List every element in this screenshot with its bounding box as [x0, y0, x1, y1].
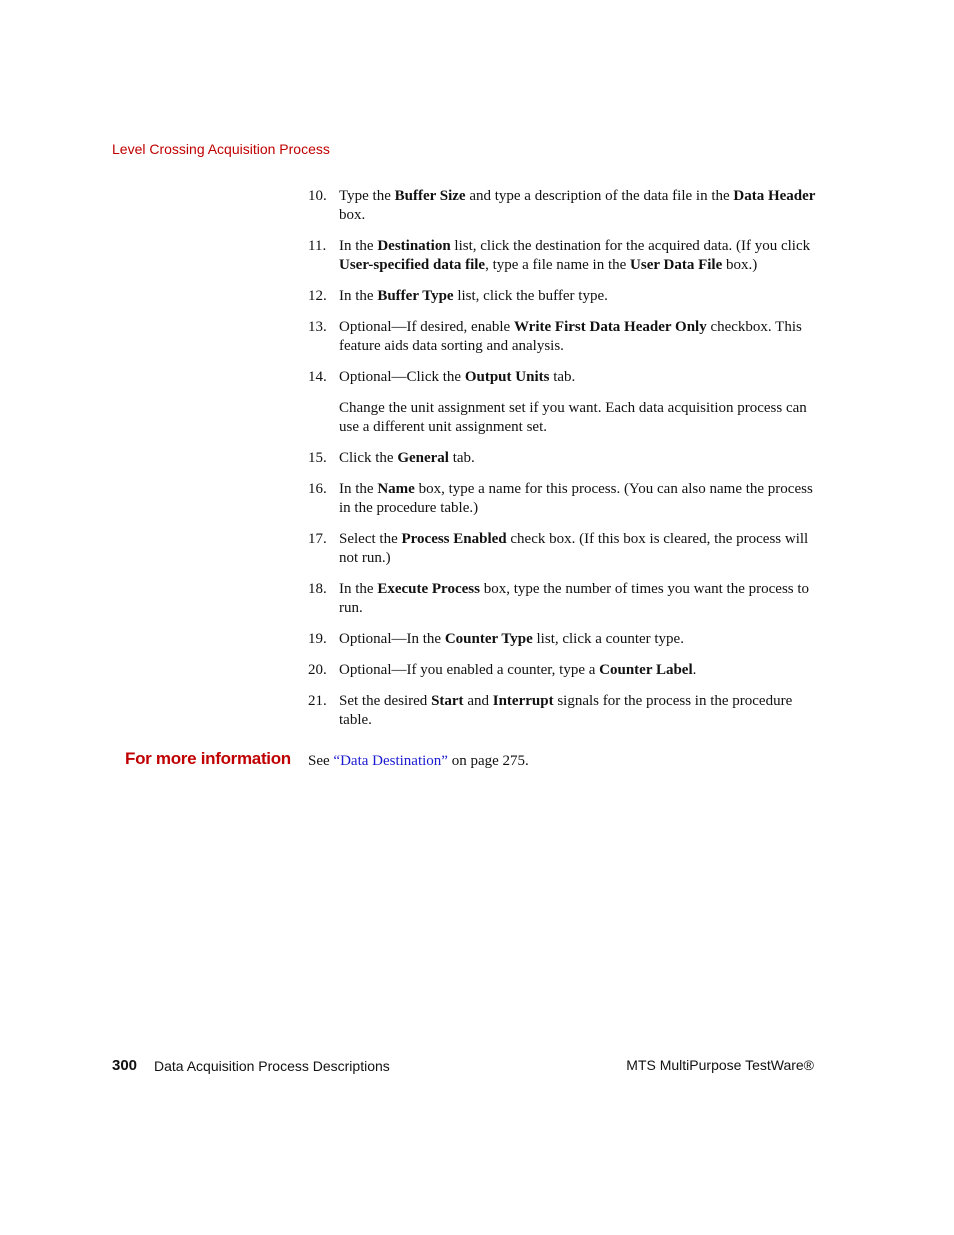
step-text-run: and type a description of the data file in the [465, 188, 734, 204]
step-text [339, 580, 818, 618]
ui-term: Name [377, 481, 415, 497]
more-info-prefix: See [308, 753, 334, 769]
step-15 [308, 449, 818, 468]
step-text-run: checkbox. This feature aids data sorting and analysis. [339, 319, 802, 354]
step-12 [308, 287, 818, 306]
ui-term: General [397, 450, 449, 466]
step-number: 10. [308, 188, 327, 204]
step-text [339, 318, 818, 356]
more-info-heading: For more information [125, 749, 291, 768]
step-10 [308, 187, 818, 225]
footer-chapter-title: Data Acquisition Process Descriptions [154, 1058, 390, 1074]
step-text-run: Optional—Click the [339, 369, 465, 385]
ui-term: Interrupt [492, 693, 554, 709]
procedure-steps [308, 187, 818, 742]
step-text-run: Optional—If you enabled a counter, type a [339, 662, 600, 678]
step-text [339, 480, 818, 518]
step-text-run: In the [339, 581, 378, 597]
step-number: 21. [308, 693, 327, 709]
step-text-run: Type the [339, 188, 395, 204]
step-20 [308, 661, 818, 680]
ui-term: Process Enabled [401, 531, 507, 547]
step-text [339, 368, 818, 387]
step-text-run: box. [339, 207, 366, 223]
step-text [339, 449, 818, 468]
step-text [339, 187, 818, 225]
ui-term: Destination [377, 238, 451, 254]
step-number: 13. [308, 319, 327, 335]
ui-term: Start [431, 693, 464, 709]
step-number: 19. [308, 631, 327, 647]
step-text-run: tab. [448, 450, 475, 466]
step-text-run: Select the [339, 531, 402, 547]
step-13 [308, 318, 818, 356]
step-text-run: box, type the number of times you want the process to run. [339, 581, 810, 616]
step-text-run: box, type a name for this process. (You can also name the process in the procedure table.) [339, 481, 813, 516]
page-number: 300 [112, 1057, 138, 1074]
step-number: 20. [308, 662, 327, 678]
step-text-run: Optional—If desired, enable [339, 319, 514, 335]
ui-term: Buffer Type [377, 288, 454, 304]
ui-term: User-specified data file [339, 257, 486, 273]
step-number: 14. [308, 369, 327, 385]
step-text-run: and [463, 693, 493, 709]
step-text-run: In the [339, 481, 378, 497]
step-11 [308, 237, 818, 275]
step-text [339, 530, 818, 568]
ui-term: Counter Type [444, 631, 533, 647]
running-head: Level Crossing Acquisition Process [112, 141, 330, 157]
step-19 [308, 630, 818, 649]
step-14 [308, 368, 818, 437]
step-text-run: Optional—In the [339, 631, 445, 647]
step-text-run: list, click the buffer type. [453, 288, 608, 304]
step-text-run: Set the desired [339, 693, 432, 709]
data-destination-link[interactable]: “Data Destination” [333, 753, 448, 769]
step-text-run: In the [339, 238, 378, 254]
ui-term: Buffer Size [394, 188, 466, 204]
step-number: 12. [308, 288, 327, 304]
step-text-run: In the [339, 288, 378, 304]
step-16 [308, 480, 818, 518]
step-note: Change the unit assignment set if you want. Each data acquisition process can use a different unit assignment set. [339, 400, 807, 435]
step-text-run: list, click a counter type. [532, 631, 684, 647]
more-info-suffix: on page 275. [447, 753, 529, 769]
step-number: 11. [308, 238, 327, 254]
step-text-run: tab. [549, 369, 576, 385]
step-17 [308, 530, 818, 568]
step-number: 18. [308, 581, 327, 597]
step-18 [308, 580, 818, 618]
step-number: 17. [308, 531, 327, 547]
step-text-run: Click the [339, 450, 398, 466]
ui-term: Data Header [733, 188, 816, 204]
step-text [339, 692, 818, 730]
step-text-run: , type a file name in the [485, 257, 631, 273]
step-text [339, 287, 818, 306]
step-number: 16. [308, 481, 327, 497]
step-21 [308, 692, 818, 730]
ui-term: Execute Process [377, 581, 480, 597]
ui-term: Write First Data Header Only [513, 319, 707, 335]
step-number: 15. [308, 450, 327, 466]
step-text-run: signals for the process in the procedure table. [339, 693, 793, 728]
step-text [339, 630, 818, 649]
footer-product-name: MTS MultiPurpose TestWare® [626, 1057, 814, 1073]
step-text [339, 661, 818, 680]
step-text-run: box.) [722, 257, 758, 273]
more-info-text [308, 752, 529, 771]
step-text-run: . [692, 662, 697, 678]
ui-term: User Data File [630, 257, 723, 273]
step-text-run: list, click the destination for the acquired data. (If you click [450, 238, 811, 254]
step-text-run: check box. (If this box is cleared, the process will not run.) [339, 531, 809, 566]
step-text [339, 237, 818, 275]
ui-term: Output Units [464, 369, 550, 385]
ui-term: Counter Label [599, 662, 693, 678]
